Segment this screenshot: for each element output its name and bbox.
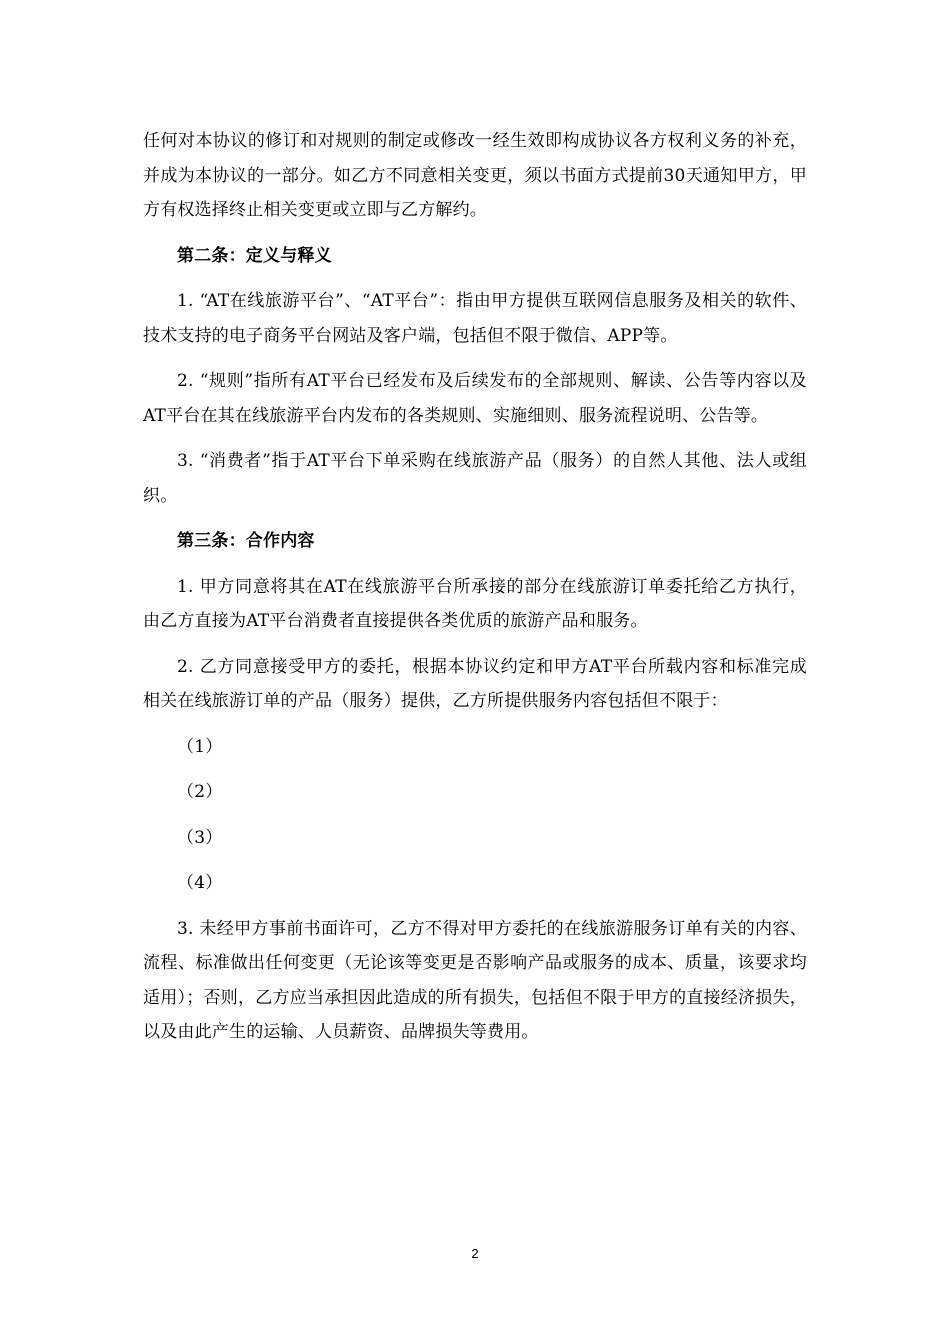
intro-paragraph: 任何对本协议的修订和对规则的制定或修改一经生效即构成协议各方权利义务的补充，并成为本协议的一部分。如乙方不同意相关变更，须以书面方式提前30天通知甲方，甲方有权选择终止相关变更或立即与乙方解约。 xyxy=(143,131,807,220)
article-3-item-3: 3. 未经甲方事前书面许可，乙方不得对甲方委托的在线旅游服务订单有关的内容、流程、标准做出任何变更（无论该等变更是否影响产品或服务的成本、质量，该要求均适用）；否则，乙方应当承担因此造成的所有损失，包括但不限于甲方的直接经济损失，以及由此产生的运输、人员薪资、品牌损失等费用。 xyxy=(143,918,807,1042)
article-2-heading: 第二条：定义与释义 xyxy=(177,245,332,266)
article-3-item-1: 1. 甲方同意将其在AT在线旅游平台所承接的部分在线旅游订单委托给乙方执行，由乙方直接为AT平台消费者直接提供各类优质的旅游产品和服务。 xyxy=(143,576,807,631)
article-3-sub-item-4: （4） xyxy=(177,873,223,893)
article-3-item-2: 2. 乙方同意接受甲方的委托，根据本协议约定和甲方AT平台所载内容和标准完成相关在线旅游订单的产品（服务）提供，乙方所提供服务内容包括但不限于： xyxy=(143,656,807,711)
article-3-sub-item-2: （2） xyxy=(177,782,223,802)
article-3-sub-item-1: （1） xyxy=(177,736,223,757)
article-3-heading: 第三条：合作内容 xyxy=(177,531,315,551)
article-3-sub-item-3: （3） xyxy=(177,827,223,848)
article-2-item-1: 1. “AT在线旅游平台”、“AT平台”：指由甲方提供互联网信息服务及相关的软件、技术支持的电子商务平台网站及客户端，包括但不限于微信、APP等。 xyxy=(143,291,807,346)
document-body xyxy=(143,124,807,1061)
article-2-item-3: 3. “消费者”指于AT平台下单采购在线旅游产品（服务）的自然人其他、法人或组织。 xyxy=(143,451,807,506)
article-2-item-2: 2. “规则”指所有AT平台已经发布及后续发布的全部规则、解读、公告等内容以及AT平台在其在线旅游平台内发布的各类规则、实施细则、服务流程说明、公告等。 xyxy=(143,371,807,426)
page-number: 2 xyxy=(471,1246,479,1261)
